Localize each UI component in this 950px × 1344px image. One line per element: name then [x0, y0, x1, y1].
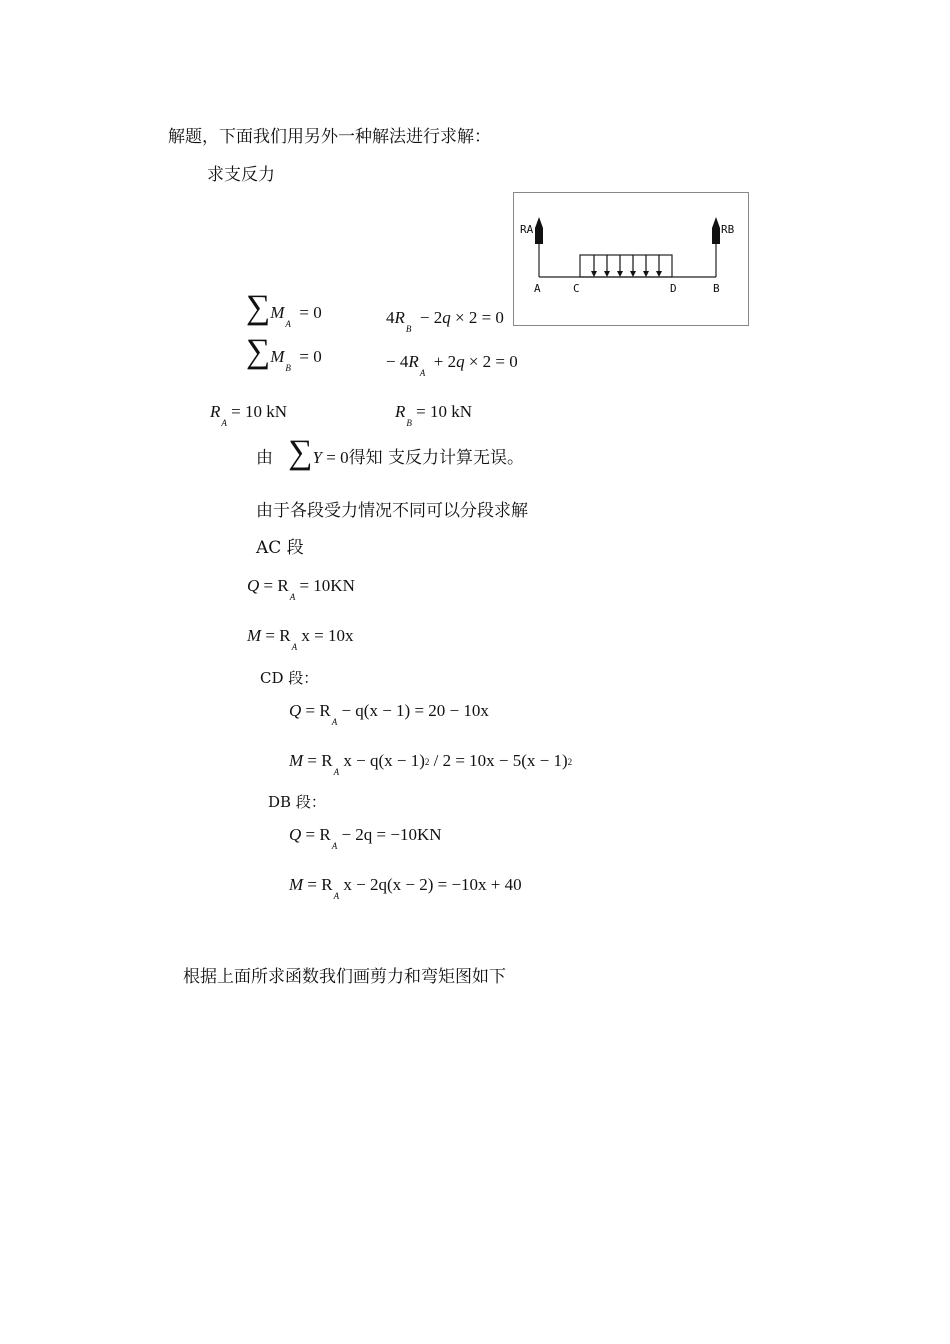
check-line: 由 ∑Y = 0得知 支反力计算无误。 [256, 434, 524, 471]
cd-q-equation: $Q = R_A - q(x - 1) = 20 - 10x$ [289, 701, 489, 727]
sigma-symbol: ∑ [246, 289, 271, 326]
load-arrow [630, 255, 636, 277]
sum-ma-equation: $\sum M_A = 0$ [246, 289, 322, 329]
reaction-b-label: RB [721, 223, 735, 236]
load-arrow [656, 255, 662, 277]
db-q-equation: $Q = R_A - 2q = -10KN$ [289, 825, 442, 851]
intro-text: 解题，下面我们用另外一种解法进行求解： [168, 127, 491, 147]
equation-2: − $4R_A + 2q \times 2 = 0$ [386, 352, 518, 378]
db-title: DB 段： [268, 793, 326, 811]
point-c-label: C [573, 282, 580, 295]
point-a-label: A [534, 282, 541, 295]
ac-q-equation: $Q = R_A = 10KN$ [247, 576, 355, 602]
rb-result: $R_B = 10$ kN [395, 402, 473, 428]
closing-text: 根据上面所求函数我们画剪力和弯矩图如下 [183, 967, 506, 987]
load-arrow [604, 255, 610, 277]
sum-mb-equation: $\sum M_B = 0$ [246, 333, 322, 373]
load-arrow [617, 255, 623, 277]
reaction-a-label: RA [520, 223, 534, 236]
heading-reactions: 求支反力 [207, 165, 275, 185]
equation-1: $4R_B - 2q \times 2 = 0$ [386, 308, 504, 334]
ra-result: $R_A = 10$ kN [210, 402, 288, 428]
load-arrow [591, 255, 597, 277]
ac-title: AC 段 [256, 538, 304, 558]
reaction-a-arrow [535, 217, 543, 244]
db-m-equation: $M = R_A$ x − 2q(x − 2) = −10x + 40 [289, 875, 522, 901]
beam-diagram [513, 192, 749, 326]
sigma-symbol: ∑ [246, 333, 271, 370]
ac-m-equation: $M = R_A$ x = 10x [247, 626, 354, 652]
point-b-label: B [713, 282, 720, 295]
load-arrow [643, 255, 649, 277]
cd-m-equation: $M = R_A$ x − q(x − 1)2 / 2 = 10x − 5(x − 1)2 [289, 751, 573, 777]
reaction-b-arrow [712, 217, 720, 244]
cd-title: CD 段： [260, 669, 319, 687]
segment-intro: 由于各段受力情况不同可以分段求解 [256, 501, 528, 521]
point-d-label: D [670, 282, 677, 295]
beam-diagram-svg [514, 193, 748, 325]
sigma-symbol: ∑ [288, 434, 313, 471]
